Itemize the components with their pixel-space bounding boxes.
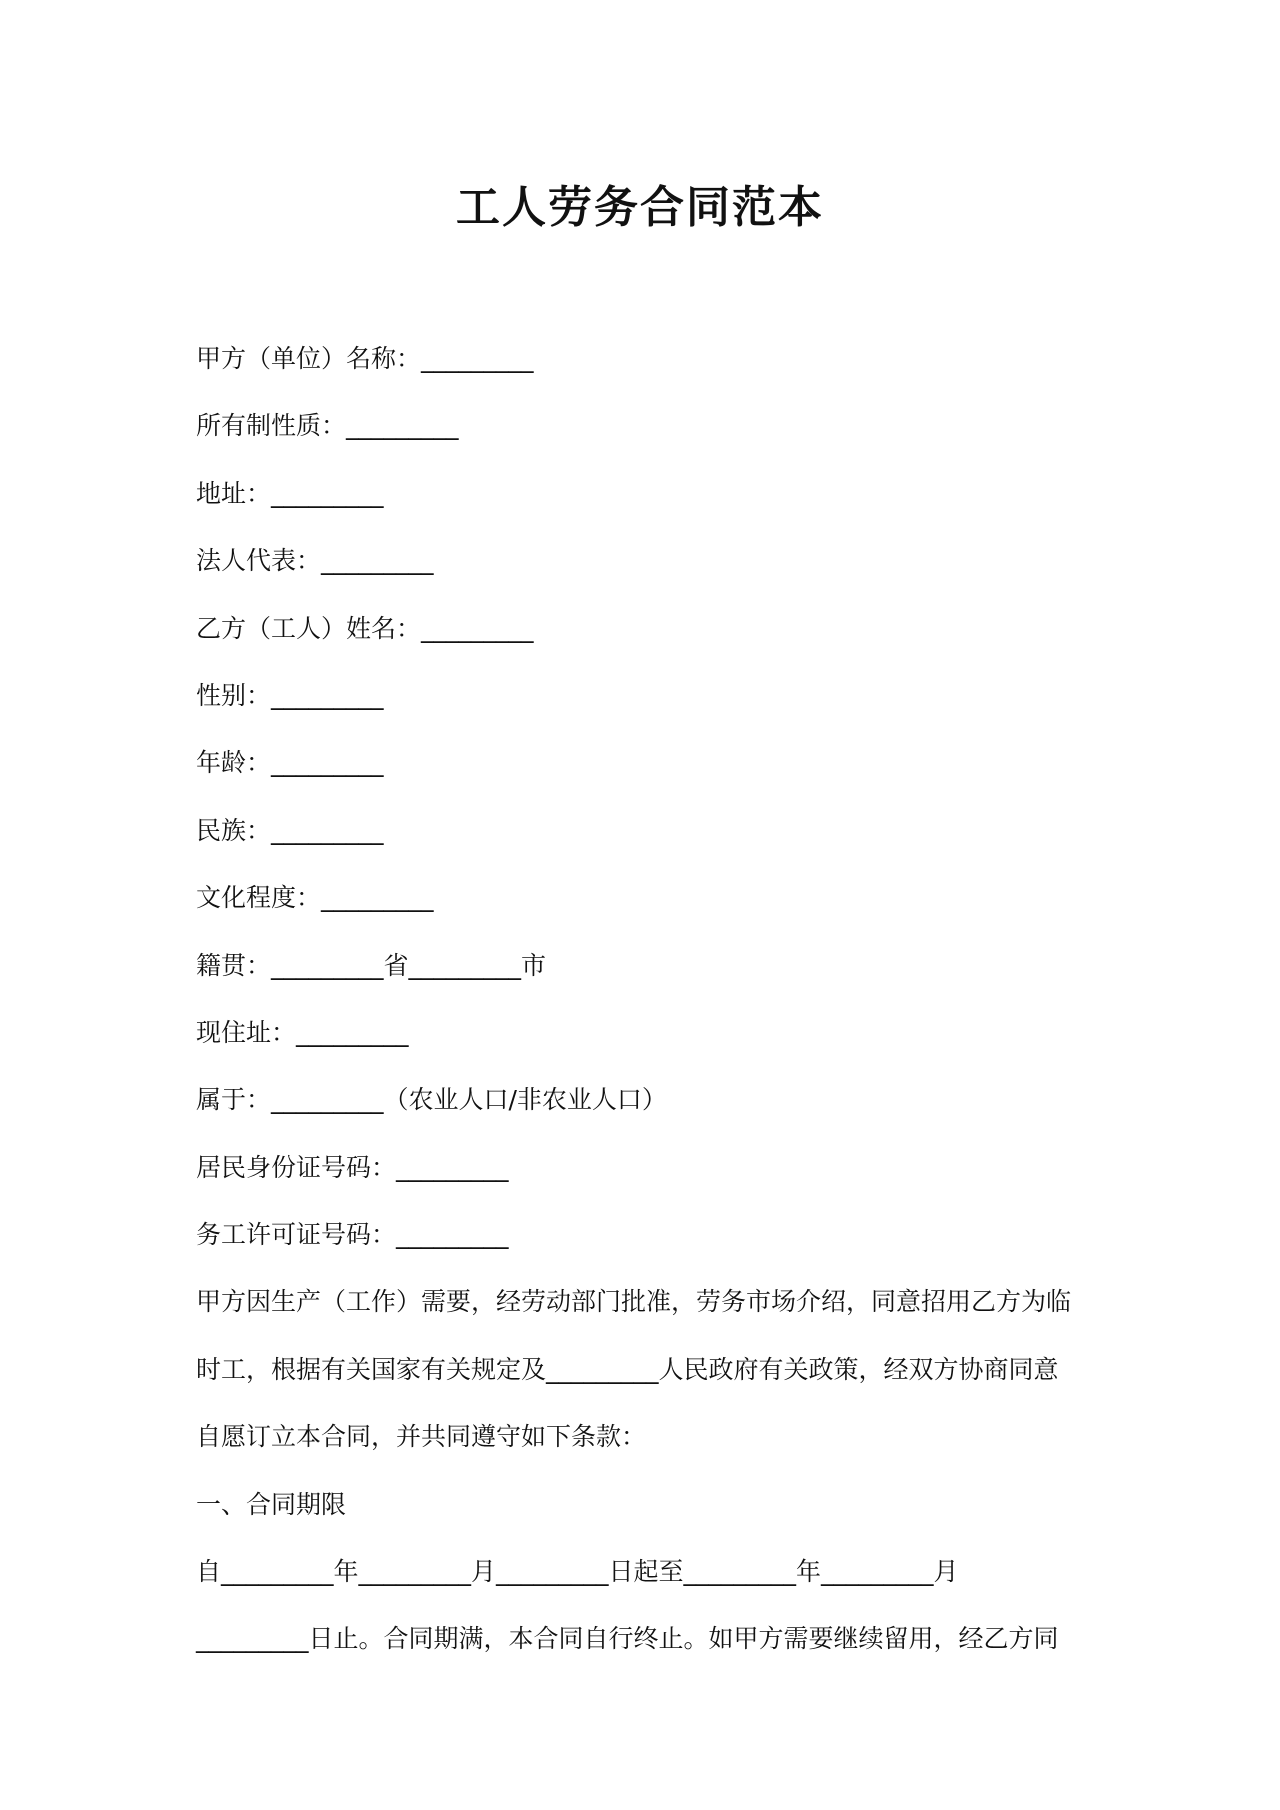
paragraph-intro-line: 甲方因生产（工作）需要，经劳动部门批准，劳务市场介绍，同意招用乙方为临 (196, 1287, 1072, 1317)
field-ethnicity: 民族：_________ (196, 815, 384, 845)
field-native-place: 籍贯：_________省_________市 (196, 950, 547, 980)
field-gender: 性别：_________ (196, 680, 384, 710)
paragraph-contract-term-line: _________日止。合同期满，本合同自行终止。如甲方需要继续留用，经乙方同 (196, 1624, 1059, 1654)
paragraph-contract-term-line: 自_________年_________月_________日起至_________年_________月 (196, 1557, 959, 1587)
field-party-b-name: 乙方（工人）姓名：_________ (196, 613, 534, 643)
paragraph-intro-line: 自愿订立本合同，并共同遵守如下条款： (196, 1422, 647, 1452)
document-body (196, 334, 1096, 1682)
field-education: 文化程度：_________ (196, 883, 434, 913)
section-heading-contract-term: 一、合同期限 (196, 1489, 347, 1519)
field-work-permit-number: 务工许可证号码：_________ (196, 1220, 509, 1250)
document-title: 工人劳务合同范本 (456, 182, 824, 233)
field-id-number: 居民身份证号码：_________ (196, 1152, 509, 1182)
field-ownership-type: 所有制性质：_________ (196, 411, 459, 441)
field-household-type: 属于：_________（农业人口/非农业人口） (196, 1085, 667, 1115)
paragraph-intro-line: 时工，根据有关国家有关规定及_________人民政府有关政策，经双方协商同意 (196, 1354, 1059, 1384)
field-age: 年龄：_________ (196, 748, 384, 778)
field-current-address: 现住址：_________ (196, 1017, 409, 1047)
field-party-a-name: 甲方（单位）名称：_________ (196, 344, 534, 373)
field-legal-representative: 法人代表：_________ (196, 546, 434, 576)
field-address: 地址：_________ (196, 478, 384, 508)
